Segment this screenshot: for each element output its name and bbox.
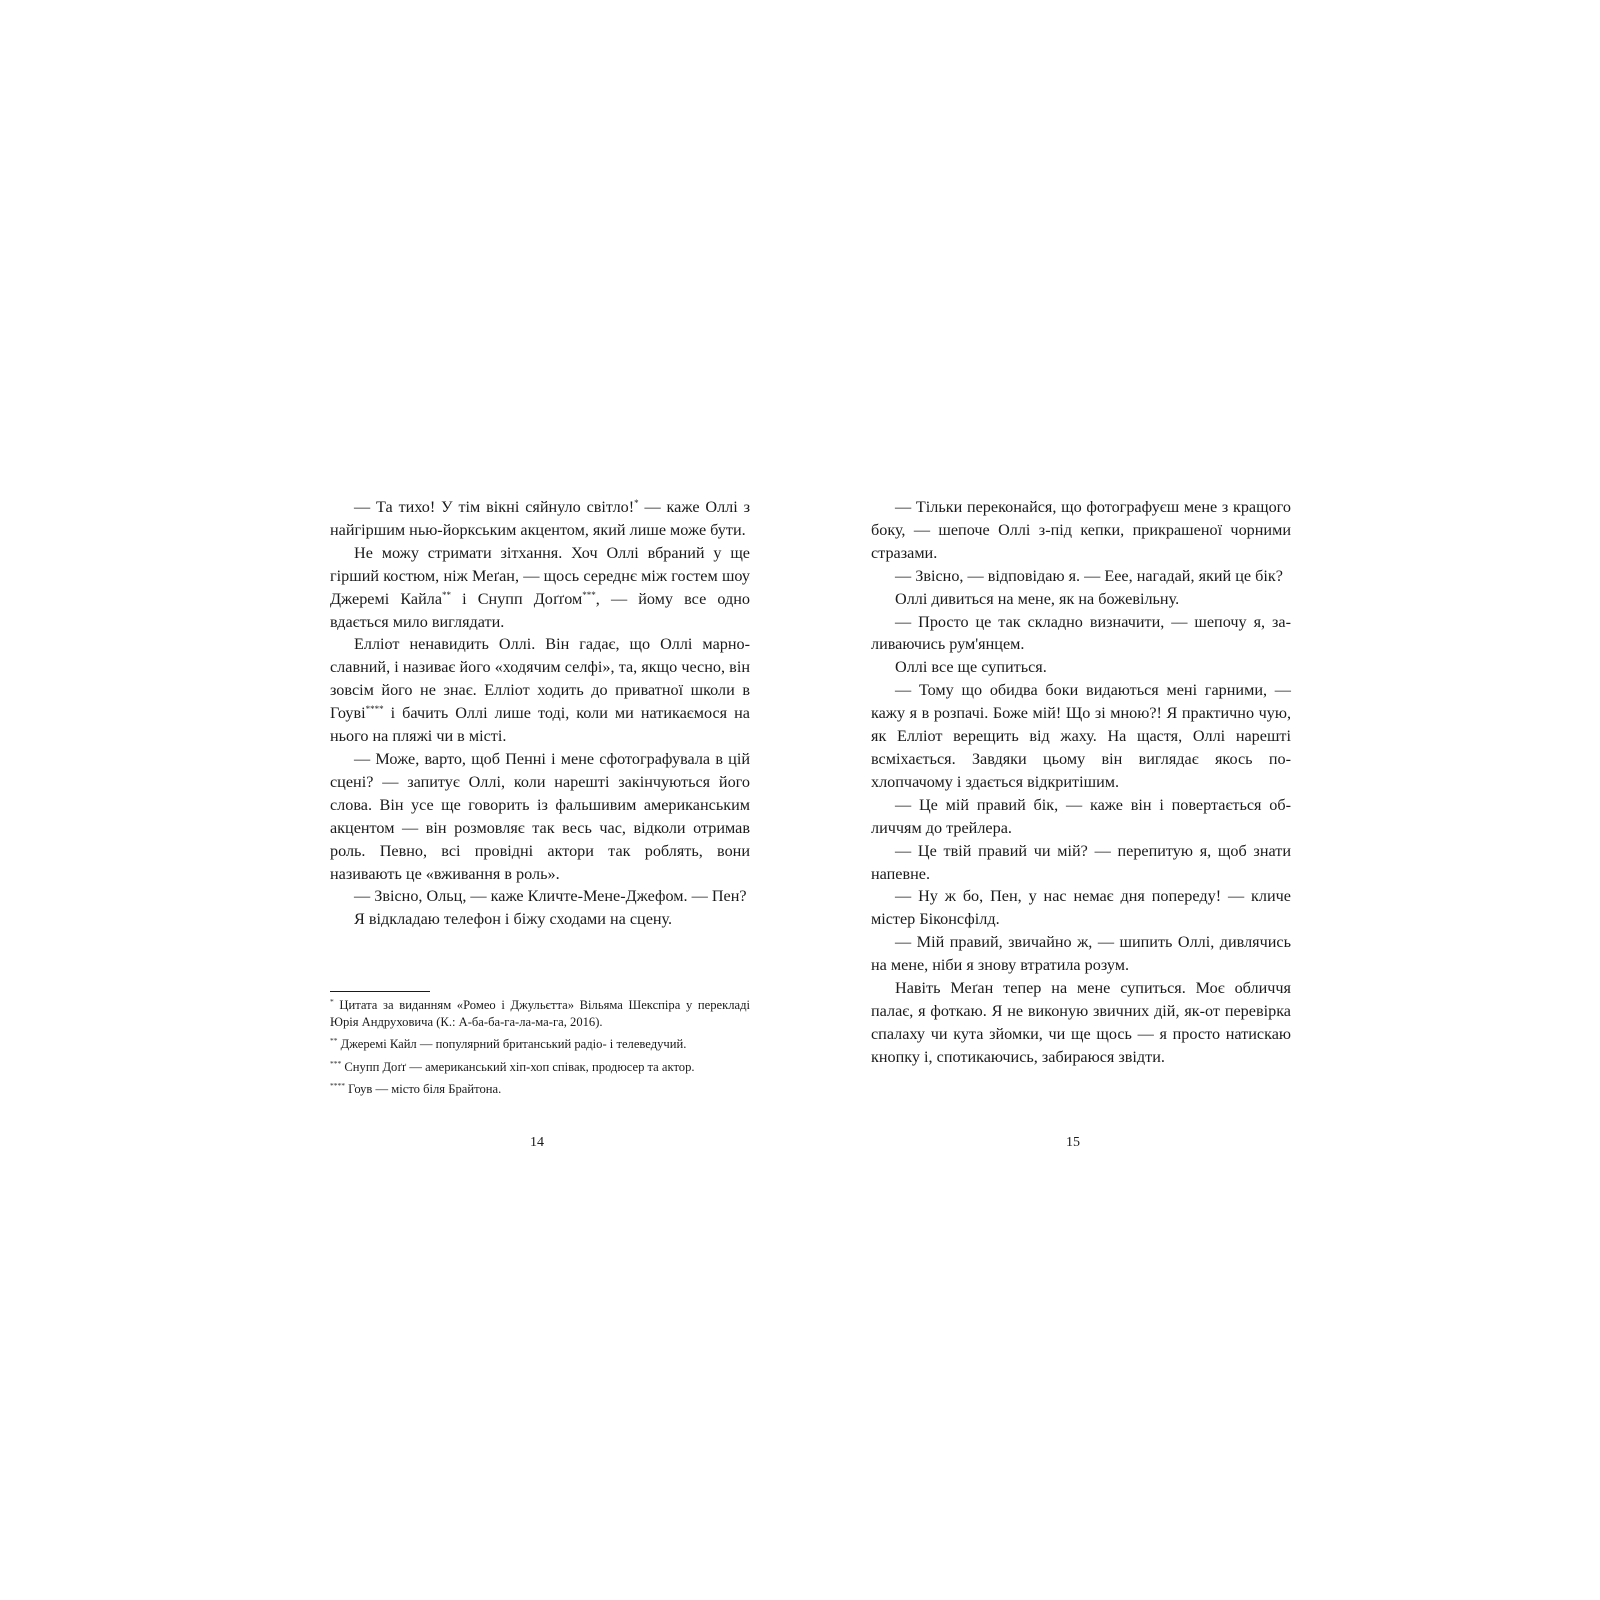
paragraph: — Ну ж бо, Пен, у нас немає дня попереду! — кличе містер Біконсфілд. — [871, 887, 1291, 929]
footnote-text: Джеремі Кайл — популярний британський радіо- і телеведучий. — [337, 1037, 687, 1051]
footnote-mark: *** — [330, 1058, 342, 1068]
text-run: , — йому все одно вдається мило виглядати. — [330, 589, 750, 631]
footnote-mark: * — [330, 997, 334, 1006]
right-page — [800, 0, 1600, 1600]
text-run: і Снупп Доґґом — [451, 589, 583, 608]
footnote-marker: * — [634, 498, 639, 508]
page-number: 15 — [1066, 1135, 1080, 1150]
text-run: Не можу стримати зітхання. Хоч Оллі вбраний у ще гірший костюм, ніж Меґан, — щось середнє між гостем шоу Джеремі Кайла — [330, 543, 750, 608]
footnote-mark: ** — [330, 1036, 338, 1045]
paragraph — [330, 496, 750, 542]
footnote-marker: *** — [582, 589, 596, 600]
paragraph: — Просто це так складно визначити, — шепочу я, заливаючись рум'янцем. — [871, 612, 1291, 654]
paragraph — [330, 542, 750, 634]
footnote — [330, 1081, 750, 1098]
footnote-divider — [330, 991, 430, 992]
paragraph: — Це твій правий чи мій? — перепитую я, щоб знати напевне. — [871, 841, 1291, 883]
footnote-marker: **** — [365, 704, 384, 715]
footnote-marker: ** — [442, 589, 452, 600]
paragraph: — Мій правий, звичайно ж, — шипить Оллі, дивлячись на мене, ніби я знову втратила розум. — [871, 933, 1291, 975]
paragraph: — Звісно, Ольц, — каже Кличте-Мене-Джефом. — Пен? — [354, 887, 747, 906]
text-run: Елліот ненавидить Оллі. Він гадає, що Оллі марнославний, і називає його «ходячим селфі», та, якщо чесно, він зовсім його не знає. Елліот ходить до приватної школи в Гоуві — [330, 635, 750, 723]
paragraph: — Може, варто, щоб Пенні і мене сфотографувала в цій сцені? — запитує Оллі, коли нарешті закінчуються його слова. Він усе ще говорить із фальшивим американським акцентом — він розмовляє так весь час, відколи отримав роль. Певно, всі провідні актори так роблять, вони називають це «вживання в роль». — [330, 749, 750, 883]
paragraph: Оллі все ще супиться. — [895, 658, 1047, 677]
footnote-mark: **** — [330, 1081, 345, 1090]
text-run: — Та тихо! У тім вікні сяйнуло світло! — [354, 498, 635, 516]
footnote-text: Снупп Доґґ — американський хіп-хоп співак, продюсер та актор. — [341, 1059, 695, 1074]
text-run: і бачить Оллі лише тоді, коли ми натикаємося на нього на пляжі чи в місті. — [330, 704, 750, 746]
footnote-text: Цитата за виданням «Ромео і Джульєтта» Вільяма Шекспіра у перекладі Юрія Андруховича (К.: А-ба-ба-га-ла-ма-га, 2016). — [330, 998, 750, 1029]
footnote — [330, 997, 750, 1030]
paragraph: Навіть Меґан тепер на мене супиться. Моє обличчя палає, я фоткаю. Я не виконую звичних дій, як-от перевірка спалаху чи кута зйомки, чи ще щось — я просто натискаю кнопку і, спотикаючись, забираюся звідти. — [871, 979, 1291, 1066]
right-page-body — [871, 496, 1291, 1069]
paragraph: Оллі дивиться на мене, як на божевільну. — [895, 589, 1180, 608]
text-run: — каже Оллі з найгіршим нью-йоркським акцентом, який лише може бути. — [330, 498, 750, 539]
paragraph: — Тому що обидва боки видаються мені гарними, — кажу я в розпачі. Боже мій! Що зі мною?! Я практично чую, як Елліот верещить від жаху. На щастя, Оллі нарешті всміхається. Завдяки цьому він виглядає якось по-хлопчачому і здається відкритішим. — [871, 681, 1291, 791]
paragraph: — Звісно, — відповідаю я. — Еее, нагадай, який це бік? — [895, 566, 1283, 585]
footnotes — [330, 997, 750, 1104]
footnote — [330, 1036, 750, 1053]
left-page-body — [330, 496, 750, 931]
paragraph: Я відкладаю телефон і біжу сходами на сцену. — [354, 910, 673, 929]
footnote-text: Гоув — місто біля Брайтона. — [345, 1082, 502, 1096]
paragraph: — Тільки переконайся, що фотографуєш мене з кращого боку, — шепоче Оллі з-під кепки, прикрашеної чорними стразами. — [871, 498, 1291, 562]
footnote — [330, 1059, 750, 1076]
paragraph — [330, 633, 750, 748]
page-number: 14 — [530, 1135, 544, 1150]
paragraph: — Це мій правий бік, — каже він і повертається обличчям до трейлера. — [871, 795, 1291, 837]
